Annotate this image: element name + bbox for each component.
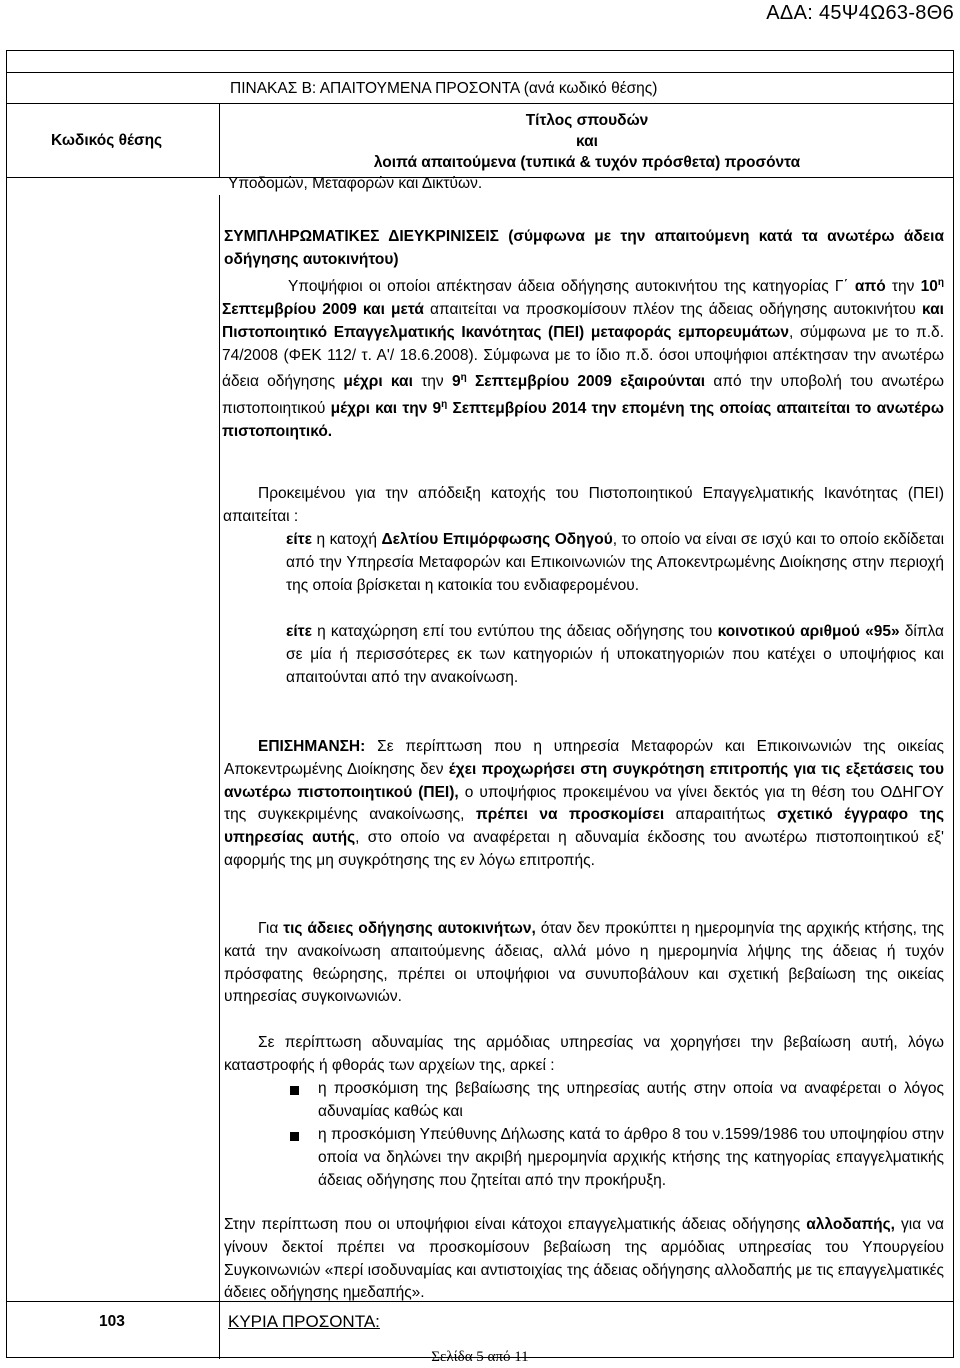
text: 9 (451, 373, 461, 391)
main-qualifications-label: ΚΥΡΙΑ ΠΡΟΣΟΝΤΑ: (228, 1312, 380, 1331)
text: Δελτίου Επιμόρφωσης Οδηγού (381, 531, 613, 548)
position-code: 103 (99, 1313, 125, 1330)
text: Σεπτεμβρίου 2009 εξαιρούνται (474, 373, 706, 391)
text: απαιτείται να προσκομίσουν πλέον της άδειας οδήγησης αυτοκινήτου (430, 300, 916, 318)
superscript: η (460, 372, 467, 384)
text: , στο οποίο να αναφέρεται η αδυναμία έκδοσης του ανωτέρω πιστοποιητικού εξ' αφορμής της μη συγκρότησης της εν λόγω επιτροπής. (224, 829, 944, 869)
text: Για (258, 920, 279, 937)
table-title: ΠΙΝΑΚΑΣ Β: ΑΠΑΙΤΟΥΜΕΝΑ ΠΡΟΣΟΝΤΑ (ανά κωδικό θέσης) (230, 80, 658, 97)
text: Σε περίπτωση που η υπηρεσία Μεταφορών και Επικοινωνιών της οικείας Αποκεντρωμένης Διοίκησης δεν (224, 738, 945, 778)
bullet-item: η προσκόμιση της βεβαίωσης της υπηρεσίας αυτής στην οποία να αναφέρεται ο λόγος αδυναμίας καθώς και (318, 1080, 944, 1120)
either-option-2 (286, 621, 944, 689)
column-header-line: και (576, 133, 598, 150)
text: από την υποβολή του ανωτέρω πιστοποιητικού (222, 373, 944, 418)
text: , σύμφωνα με το π.δ. 74/2008 (ΦΕΚ 112/ τ. Α'/ 18.6.2008). Σύμφωνα με το ίδιο π.δ. όσοι υποψήφιοι απέκτησαν την ανωτέρω άδεια οδήγησης (222, 323, 944, 391)
bullet-icon (290, 1132, 299, 1141)
column-header-title (220, 110, 954, 173)
paragraph-inability: Σε περίπτωση αδυναμίας της αρμόδιας υπηρεσίας να χορηγήσει την βεβαίωση αυτή, λόγω καταστροφής ή φθοράς των αρχείων της, αρκεί : (224, 1034, 944, 1074)
column-header-line: λοιπά απαιτούμενα (τυπικά & τυχόν πρόσθετα) προσόντα (373, 154, 801, 171)
text: απαραιτήτως (675, 806, 766, 824)
text: την (891, 278, 915, 296)
text: αλλοδαπής, (806, 1216, 895, 1233)
text: μέχρι και (343, 373, 413, 391)
text: δίπλα σε μία ή περισσότερες εκ των κατηγοριών ή υποκατηγοριών που κατέχει ο υποψήφιος και απαιτούνται από την ανακοίνωση. (286, 623, 945, 686)
text: Σεπτεμβρίου 2014 την επομένη της οποίας απαιτείται το ανωτέρω πιστοποιητικό. (222, 400, 944, 441)
text: τις άδειες οδήγησης αυτοκινήτων, (283, 920, 536, 937)
text: η καταχώρηση επί του εντύπου της άδειας οδήγησης του (317, 623, 713, 640)
text: Στην περίπτωση που οι υποψήφιοι είναι κάτοχοι επαγγελματικής άδειας οδήγησης (224, 1216, 801, 1233)
table-column-divider (219, 195, 220, 1302)
note-label: ΕΠΙΣΗΜΑΝΣΗ: (258, 738, 366, 755)
text: πρέπει να προσκομίσει (475, 806, 665, 824)
paragraph-foreign (224, 1214, 944, 1305)
text: είτε (286, 623, 312, 640)
text: μέχρι και την 9 (330, 400, 442, 418)
text: , το οποίο να είναι σε ισχύ και το οποίο εκδίδεται από την Υπηρεσία Μεταφορών και Επικοινωνιών της Αποκεντρωμένης Διοίκησης στην περιοχή της οποία βρίσκεται η κατοικία του ενδιαφερομένου. (286, 531, 945, 594)
text: έχει προχωρήσει στη συγκρότηση επιτροπής για τις εξετάσεις του ανωτέρω πιστοποιητικού (ΠΕΙ), (224, 760, 945, 801)
section-title: ΣΥΜΠΛΗΡΩΜΑΤΙΚΕΣ ΔΙΕΥΚΡΙΝΙΣΕΙΣ (σύμφωνα με την απαιτούμενη κατά τα ανωτέρω άδεια οδήγησης αυτοκινήτου) (224, 228, 944, 268)
text: για να γίνουν δεκτοί πρέπει να προσκομίσουν βεβαίωση της αρμόδιας υπηρεσίας του Υπουργείου Συγκοινωνιών «περί ισοδυναμίας και αντιστοιχίας της άδειας οδήγησης αλλοδαπής με τις επαγγελματικές άδειες οδήγησης ημεδαπής». (224, 1216, 944, 1302)
text: από (854, 278, 886, 296)
superscript: η (441, 399, 448, 411)
text: όταν δεν προκύπτει η ημερομηνία της αρχικής κτήσης, της κατά την ανακοίνωση απαιτούμενης άδειας, αλλά μόνο η ημερομηνία λήψης της άδειας ή τυχόν πρόσφατης θεώρησης, πρέπει οι υποψήφιοι να συνυποβάλουν και σχετική βεβαίωση της οικείας υπηρεσίας συγκοινωνιών. (224, 920, 944, 1006)
page-number: Σελίδα 5 από 11 (431, 1349, 529, 1365)
text: Σεπτεμβρίου 2009 και μετά (222, 300, 424, 318)
text: σχετικό έγγραφο της υπηρεσίας αυτής (224, 806, 945, 847)
bullet-item: η προσκόμιση Υπεύθυνης Δήλωσης κατά το άρθρο 8 του ν.1599/1986 του υποψηφίου στην οποία να δηλώνει την ακριβή ημερομηνία αρχικής κτήσης της κατηγορίας επαγγελματικής άδειας οδήγησης που ζητείται από την προκήρυξη. (318, 1126, 944, 1189)
text: κοινοτικού αριθμού «95» (717, 623, 900, 640)
text: Υποψήφιοι οι οποίοι απέκτησαν άδεια οδήγησης αυτοκινήτου της κατηγορίας Γ΄ (288, 278, 849, 296)
ada-code: ΑΔΑ: 45Ψ4Ω63-8Θ6 (766, 2, 954, 24)
table-divider (6, 72, 954, 73)
paragraph-certificate (222, 272, 944, 444)
paragraph-licenses (224, 918, 944, 1009)
paragraph-note (224, 736, 944, 873)
column-header-line: Τίτλος σπουδών (525, 112, 649, 129)
text: η κατοχή (316, 531, 377, 548)
superscript: η (937, 277, 944, 288)
text: την (421, 373, 444, 391)
either-option-1 (286, 529, 944, 597)
column-header-code: Κωδικός θέσης (51, 132, 163, 149)
text: ο υποψήφιος προκειμένου να γίνει δεκτός για τη θέση του ΟΔΗΓΟΥ της συγκεκριμένης ανακοίνωσης, (224, 783, 944, 824)
previous-row-text: Υποδομών, Μεταφορών και Δικτύων. (228, 175, 483, 192)
table-divider (6, 103, 954, 104)
paragraph-proof: Προκειμένου για την απόδειξη κατοχής του Πιστοποιητικού Επαγγελματικής Ικανότητας (ΠΕΙ) απαιτείται : (223, 485, 944, 525)
text: και Πιστοποιητικό Επαγγελματικής Ικανότητας (ΠΕΙ) μεταφοράς εμπορευμάτων (222, 300, 944, 341)
text: είτε (286, 531, 312, 548)
text: 10 (920, 278, 938, 296)
bullet-icon (290, 1086, 299, 1095)
